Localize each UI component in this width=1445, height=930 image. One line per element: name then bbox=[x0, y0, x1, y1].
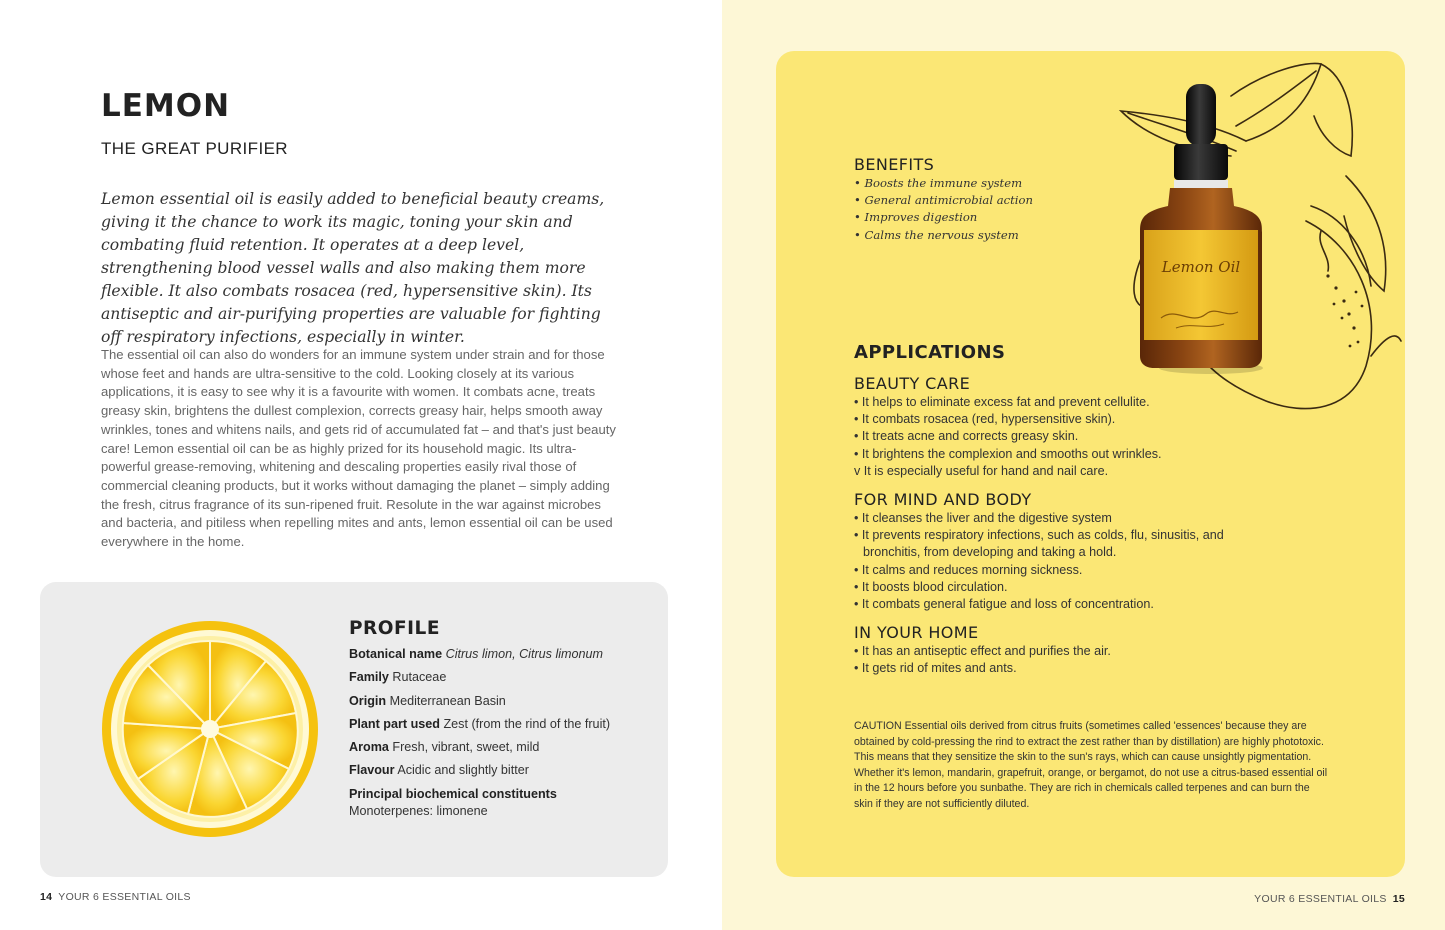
profile-row-flavour bbox=[349, 762, 659, 779]
page-number: 15 bbox=[1392, 893, 1405, 905]
beauty-care-heading: BEAUTY CARE bbox=[854, 374, 971, 393]
page-subtitle: THE GREAT PURIFIER bbox=[101, 139, 288, 158]
mind-body-heading: FOR MIND AND BODY bbox=[854, 490, 1032, 510]
profile-row-plant-part bbox=[349, 716, 659, 733]
profile-row-botanical-name bbox=[349, 646, 659, 663]
profile-label: Plant part used bbox=[349, 716, 440, 731]
application-item: • It cleanses the liver and the digestive system bbox=[854, 511, 1112, 526]
application-item: • It calms and reduces morning sickness. bbox=[854, 562, 1083, 577]
page-folio-right bbox=[1254, 893, 1405, 905]
profile-label: Principal biochemical constituents bbox=[349, 786, 557, 801]
profile-label: Origin bbox=[349, 693, 387, 708]
application-item: • It boosts blood circulation. bbox=[854, 579, 1008, 594]
profile-content bbox=[349, 618, 659, 826]
home-heading: IN YOUR HOME bbox=[854, 623, 979, 643]
application-item: • It brightens the complexion and smooths out wrinkles. bbox=[854, 446, 1162, 461]
intro-paragraph: Lemon essential oil is easily added to beneficial beauty creams, giving it the chance to work its magic, toning your skin and combating fluid retention. It operates at a deep level, strengthening blood vessel walls and also making them more flexible. It also combats rosacea (red, hypersensitive skin). Its antiseptic and air-purifying properties are valuable for fighting off respiratory infections, especially in winter. bbox=[101, 190, 605, 346]
folio-text: YOUR 6 ESSENTIAL OILS bbox=[1254, 893, 1387, 905]
benefit-item: • Improves digestion bbox=[854, 210, 978, 225]
folio-text: YOUR 6 ESSENTIAL OILS bbox=[58, 891, 191, 903]
application-item: • It combats rosacea (red, hypersensitive skin). bbox=[854, 412, 1116, 427]
right-page bbox=[722, 0, 1445, 930]
page-folio-left bbox=[40, 891, 191, 903]
profile-value: Acidic and slightly bitter bbox=[397, 763, 529, 778]
lemon-slice-image bbox=[100, 619, 320, 839]
yellow-panel bbox=[776, 51, 1405, 877]
application-item: • It gets rid of mites and ants. bbox=[854, 661, 1017, 676]
bottle-label: Lemon Oil bbox=[1161, 258, 1241, 276]
benefit-item: • Boosts the immune system bbox=[854, 176, 1023, 190]
application-item: • It has an antiseptic effect and purifies the air. bbox=[854, 644, 1111, 659]
profile-label: Botanical name bbox=[349, 647, 443, 661]
page-title: LEMON bbox=[101, 88, 231, 124]
beauty-care-section bbox=[854, 374, 1254, 480]
profile-row-aroma bbox=[349, 739, 659, 756]
application-item: • It prevents respiratory infections, such as colds, flu, sinusitis, and bronchitis, from developing and taking a hold. bbox=[854, 528, 1224, 560]
benefits-section bbox=[854, 155, 1094, 244]
benefit-item: • Calms the nervous system bbox=[854, 227, 1019, 242]
caution-note: CAUTION Essential oils derived from citrus fruits (sometimes called 'essences' because they are obtained by cold-pressing the rind to extract the zest rather than by distillation) are highly phototoxic. This means that they sensitize the skin to the sun's rays, which can cause unsightly pigmentation. Whether it's lemon, mandarin, grapefruit, orange, or bergamot, do not use a citrus-based essential oil in the 12 hours before you sunbathe. They are rich in chemicals called terpenes and can burn the skin if they are not sufficiently diluted. bbox=[854, 720, 1328, 810]
left-page bbox=[0, 0, 722, 930]
profile-value: Citrus limon, Citrus limonum bbox=[445, 647, 604, 661]
profile-row-family bbox=[349, 669, 659, 686]
profile-label: Family bbox=[349, 670, 389, 685]
profile-value: Monoterpenes: limonene bbox=[349, 803, 488, 818]
profile-label: Flavour bbox=[349, 763, 395, 778]
profile-value: Mediterranean Basin bbox=[389, 693, 506, 708]
profile-value: Fresh, vibrant, sweet, mild bbox=[392, 740, 540, 755]
profile-label: Aroma bbox=[349, 740, 389, 755]
application-item: • It helps to eliminate excess fat and prevent cellulite. bbox=[854, 395, 1150, 409]
application-item: • It treats acne and corrects greasy skin. bbox=[854, 429, 1079, 444]
application-item: • It combats general fatigue and loss of concentration. bbox=[854, 597, 1154, 612]
applications-heading: APPLICATIONS bbox=[854, 342, 1006, 363]
body-paragraph: The essential oil can also do wonders for an immune system under strain and for those whose feet and hands are ultra-sensitive to the cold. Looking closely at its various applications, it is easy to see why it is a favourite with women. It combats acne, treats greasy skin, brightens the dullest complexion, corrects greasy hair, helps smooth away wrinkles, tones and whitens nails, and gets rid of accumulated fat – and that's just beauty care! Lemon essential oil can be as highly prized for its household magic. Its ultra-powerful grease-removing, whitening and descaling properties easily rival those of commercial cleaning products, but it works without damaging the planet – simply adding the fresh, citrus fragrance of its sun-ripened fruit. Resolute in the war against microbes and bacteria, and pitiless when repelling mites and ants, lemon essential oil can be used everywhere in the home. bbox=[101, 347, 616, 550]
profile-value: Zest (from the rind of the fruit) bbox=[443, 716, 611, 731]
page-number: 14 bbox=[40, 891, 53, 903]
application-item: v It is especially useful for hand and nail care. bbox=[854, 463, 1109, 478]
profile-box bbox=[40, 582, 668, 877]
mind-body-section bbox=[854, 490, 1254, 613]
applications-section bbox=[854, 342, 1254, 688]
home-section bbox=[854, 623, 1254, 677]
profile-heading: PROFILE bbox=[349, 618, 440, 639]
benefits-heading: BENEFITS bbox=[854, 155, 935, 174]
benefit-item: • General antimicrobial action bbox=[854, 193, 1033, 208]
profile-row-origin bbox=[349, 693, 659, 710]
profile-value: Rutaceae bbox=[392, 670, 447, 685]
profile-row-constituents bbox=[349, 786, 659, 820]
